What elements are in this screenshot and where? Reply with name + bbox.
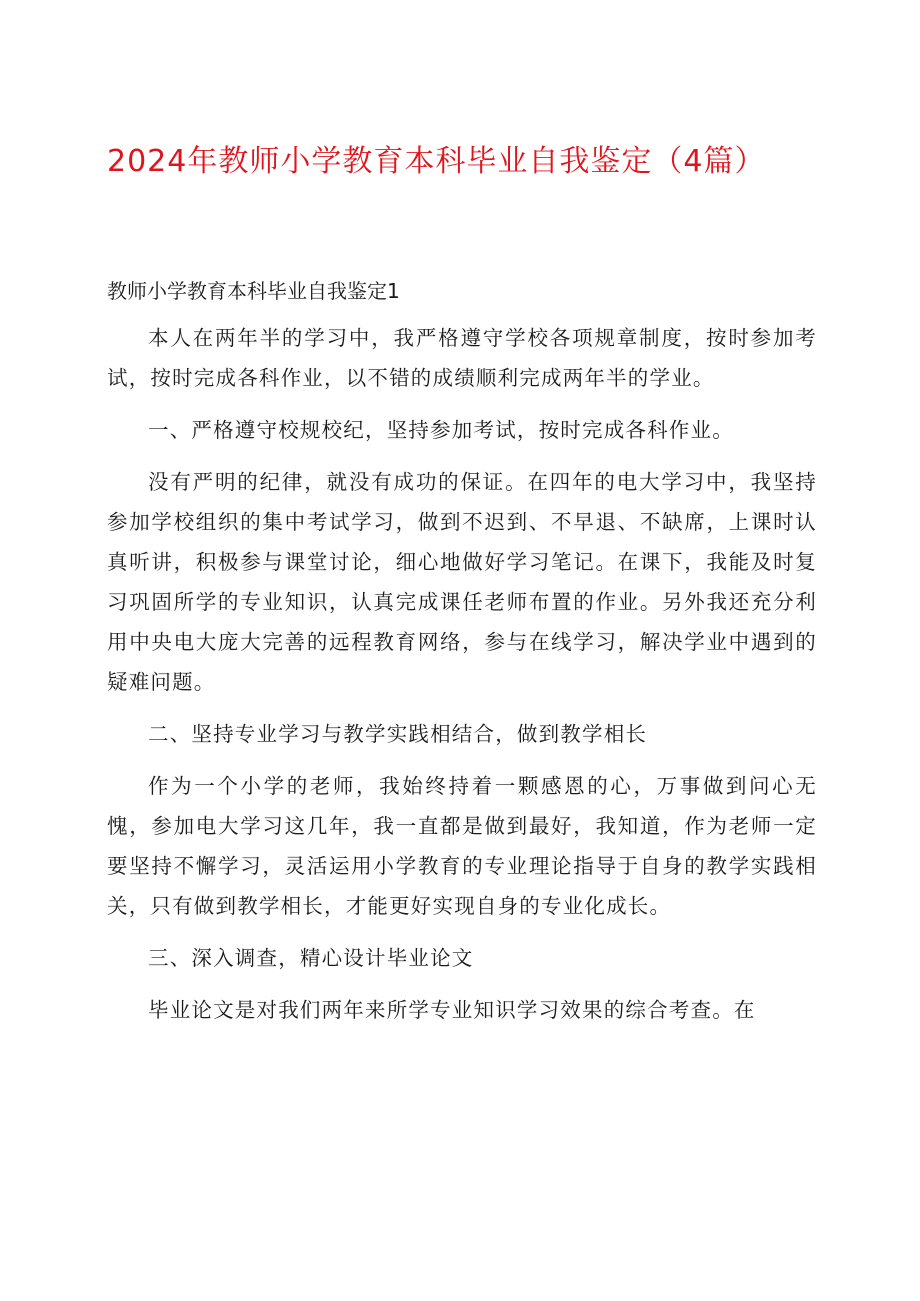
subheading-one: 一、严格遵守校规校纪，坚持参加考试，按时完成各科作业。 [148, 418, 734, 442]
document-body [107, 318, 817, 1042]
paragraph-discipline: 没有严明的纪律，就没有成功的保证。在四年的电大学习中，我坚持参加学校组织的集中考试学习，做到不迟到、不早退、不缺席，上课时认真听讲，积极参与课堂讨论，细心地做好学习笔记。在课下，我能及时复习巩固所学的专业知识，认真完成课任老师布置的作业。另外我还充分利用中央电大庞大完善的远程教育网络，参与在线学习，解决学业中遇到的疑难问题。 [107, 470, 817, 694]
document-title: 2024年教师小学教育本科毕业自我鉴定（4篇） [107, 144, 766, 179]
section-heading: 教师小学教育本科毕业自我鉴定1 [107, 279, 400, 303]
paragraph-intro: 本人在两年半的学习中，我严格遵守学校各项规章制度，按时参加考试，按时完成各科作业，以不错的成绩顺利完成两年半的学业。 [107, 326, 817, 390]
paragraph-practice: 作为一个小学的老师，我始终持着一颗感恩的心，万事做到问心无愧，参加电大学习这几年，我一直都是做到最好，我知道，作为老师一定要坚持不懈学习，灵活运用小学教育的专业理论指导于自身的教学实践相关，只有做到教学相长，才能更好实现自身的专业化成长。 [107, 774, 817, 918]
subheading-two: 二、坚持专业学习与教学实践相结合，做到教学相长 [148, 722, 648, 746]
subheading-three: 三、深入调查，精心设计毕业论文 [148, 946, 474, 970]
paragraph-thesis: 毕业论文是对我们两年来所学专业知识学习效果的综合考查。在 [148, 998, 756, 1022]
